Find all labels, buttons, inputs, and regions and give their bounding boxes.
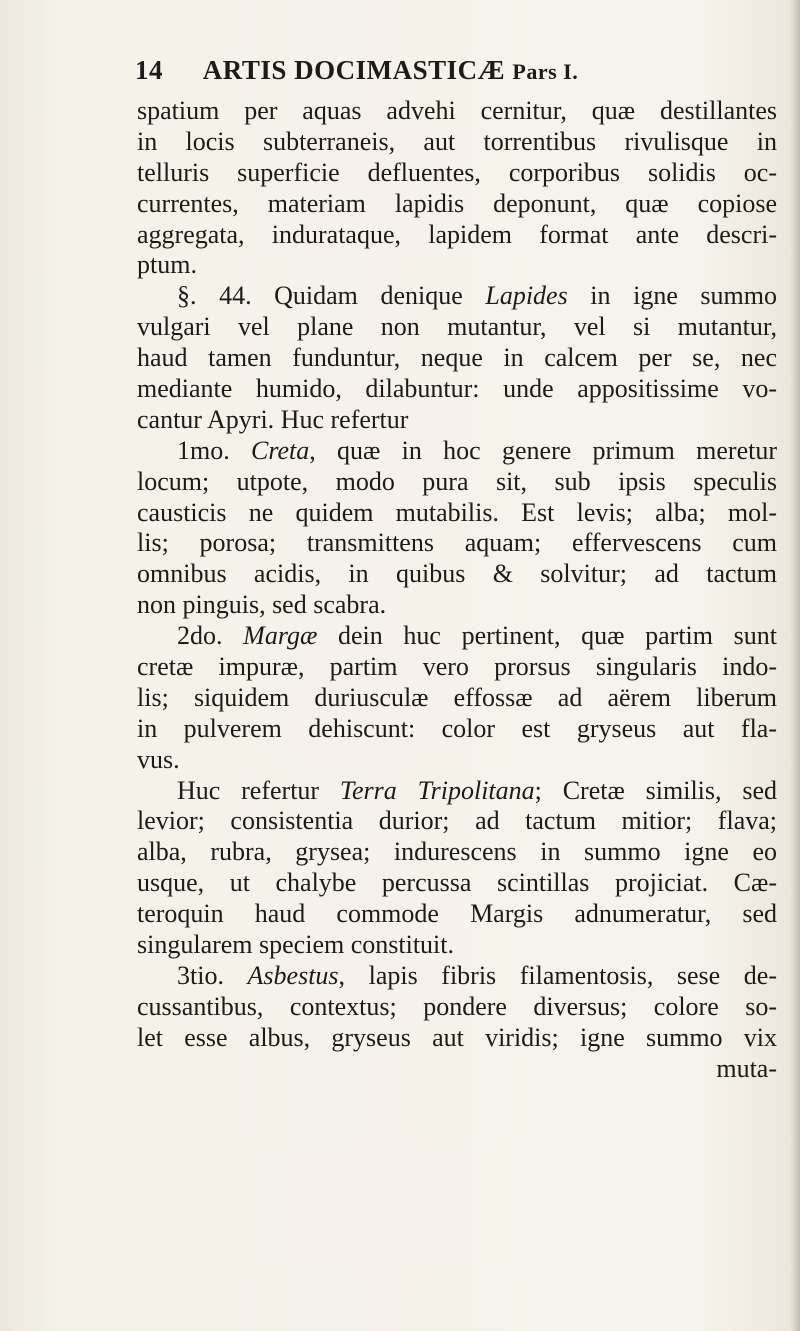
text-segment: Huc refertur xyxy=(177,775,340,805)
text-segment: alba, rubra, grysea; indurescens in summo igne eo xyxy=(137,837,777,867)
text-segment: locum; utpote, modo pura sit, sub ipsis speculis xyxy=(137,466,777,496)
text-segment: levior; consistentia durior; ad tactum mitior; flava; xyxy=(137,806,777,836)
text-segment: , quæ in hoc genere primum meretur xyxy=(309,435,777,465)
text-line xyxy=(137,127,777,158)
text-line xyxy=(137,374,777,405)
text-line xyxy=(137,343,777,374)
body-text xyxy=(137,96,777,1085)
text-line xyxy=(137,621,777,652)
text-line xyxy=(137,220,777,251)
text-segment: 1mo. xyxy=(177,435,252,465)
text-segment: teroquin haud commode Margis adnumeratur, sed xyxy=(137,899,777,929)
text-line xyxy=(137,590,777,621)
catchword xyxy=(137,1054,777,1085)
text-segment: let esse albus, gryseus aut viridis; igne summo vix xyxy=(137,1022,777,1052)
text-line xyxy=(137,1023,777,1054)
text-line xyxy=(137,467,777,498)
text-segment: dein huc pertinent, quæ partim sunt xyxy=(317,621,778,651)
text-segment: in igne summo xyxy=(567,281,777,311)
text-segment: lis; porosa; transmittens aquam; effervescens cum xyxy=(137,528,777,558)
text-segment: aggregata, indurataque, lapidem format ante descri- xyxy=(137,219,777,249)
text-segment: cretæ impuræ, partim vero prorsus singularis indo- xyxy=(137,652,777,682)
running-title: ARTIS DOCIMASTICÆ xyxy=(202,55,506,85)
text-segment: spatium per aquas advehi cernitur, quæ destillantes xyxy=(137,96,777,125)
text-segment: in locis subterraneis, aut torrentibus rivulisque in xyxy=(137,126,777,156)
text-segment: in pulverem dehiscunt: color est gryseus aut fla- xyxy=(137,713,777,743)
text-line xyxy=(137,776,777,807)
text-segment: usque, ut chalybe percussa scintillas projiciat. Cæ- xyxy=(137,868,777,898)
text-line xyxy=(137,96,777,127)
text-line xyxy=(137,683,777,714)
text-line xyxy=(137,250,777,281)
text-segment: telluris superficie defluentes, corporibus solidis oc- xyxy=(137,157,777,187)
text-segment: cussantibus, contextus; pondere diversus; colore so- xyxy=(137,991,777,1021)
text-line xyxy=(137,405,777,436)
text-segment: vus. xyxy=(137,744,180,774)
text-segment: singularem speciem constituit. xyxy=(137,930,454,960)
text-line xyxy=(137,498,777,529)
text-line xyxy=(137,436,777,467)
text-line xyxy=(137,899,777,930)
text-segment: cantur Apyri. Huc refertur xyxy=(137,404,409,434)
text-line xyxy=(137,281,777,312)
text-segment: haud tamen funduntur, neque in calcem per se, nec xyxy=(137,343,777,373)
text-segment: omnibus acidis, in quibus & solvitur; ad tactum xyxy=(137,559,777,589)
text-segment: ptum. xyxy=(137,250,197,280)
text-line xyxy=(137,189,777,220)
text-line xyxy=(137,806,777,837)
text-line xyxy=(137,868,777,899)
running-header xyxy=(135,55,795,86)
text-line xyxy=(137,992,777,1023)
italic-term: Asbestus xyxy=(247,960,339,990)
italic-term: Terra Tripolitana xyxy=(339,775,535,805)
text-line xyxy=(137,930,777,961)
text-segment: , lapis fibris filamentosis, sese de- xyxy=(338,960,777,990)
italic-term: Margæ xyxy=(243,621,318,651)
text-segment: muta- xyxy=(716,1053,777,1083)
text-segment: mediante humido, dilabuntur: unde appositissime vo- xyxy=(137,374,777,404)
italic-term: Lapides xyxy=(485,281,568,311)
text-line xyxy=(137,158,777,189)
text-line xyxy=(137,528,777,559)
text-line xyxy=(137,961,777,992)
text-segment: lis; siquidem duriusculæ effossæ ad aërem liberum xyxy=(137,682,777,712)
text-segment: causticis ne quidem mutabilis. Est levis; alba; mol- xyxy=(137,497,777,527)
text-segment: vulgari vel plane non mutantur, vel si mutantur, xyxy=(137,312,777,342)
text-line xyxy=(137,745,777,776)
text-line xyxy=(137,837,777,868)
running-part: Pars I. xyxy=(512,59,579,84)
text-segment: currentes, materiam lapidis deponunt, quæ copiose xyxy=(137,188,777,218)
text-segment: non pinguis, sed scabra. xyxy=(137,590,387,620)
text-line xyxy=(137,312,777,343)
italic-term: Creta xyxy=(251,435,310,465)
text-line xyxy=(137,652,777,683)
text-line xyxy=(137,559,777,590)
page-number: 14 xyxy=(135,55,163,85)
text-segment: 2do. xyxy=(177,621,244,651)
text-line xyxy=(137,714,777,745)
text-segment: ; Cretæ similis, sed xyxy=(534,775,777,805)
text-segment: 3tio. xyxy=(177,960,248,990)
text-segment: §. 44. Quidam denique xyxy=(177,281,486,311)
